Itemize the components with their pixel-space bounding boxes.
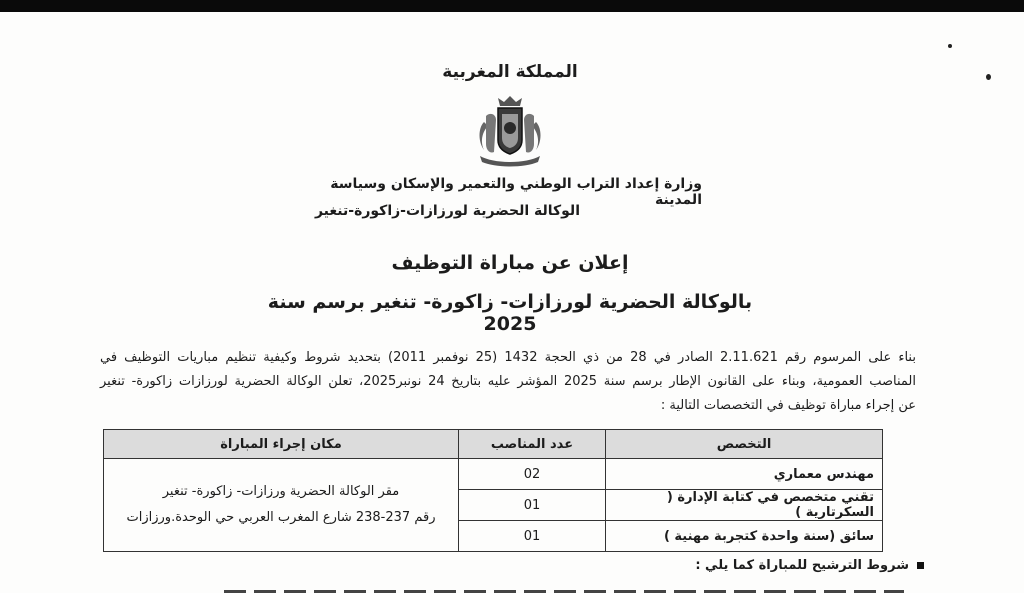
row-positions: 02 [459, 459, 606, 490]
row-positions: 01 [459, 521, 606, 552]
ministry-name: وزارة إعداد التراب الوطني والتعمير والإسكان وسياسة المدينة [330, 176, 702, 208]
truncated-text-line [224, 584, 904, 593]
positions-table [103, 429, 883, 552]
header-location: مكان إجراء المباراة [104, 430, 459, 459]
bullet-icon [917, 562, 924, 569]
row-specialty: مهندس معماري [606, 459, 883, 490]
row-positions: 01 [459, 490, 606, 521]
header-positions: عدد المناصب [459, 430, 606, 459]
table-header-row [104, 430, 883, 459]
row-specialty: تقني متخصص في كتابة الإدارة ( السكرتارية ) [606, 490, 883, 521]
row-specialty: سائق (سنة واحدة كتجربة مهنية ) [606, 521, 883, 552]
royal-coat-of-arms-icon [470, 92, 550, 170]
screen-top-bar [0, 0, 1024, 12]
announcement-title: إعلان عن مباراة التوظيف [391, 252, 629, 274]
conditions-heading [695, 558, 924, 573]
intro-paragraph [100, 346, 916, 418]
row-location [104, 459, 459, 552]
table-row [104, 459, 883, 490]
kingdom-heading: المملكة المغربية [442, 62, 578, 82]
intro-line: بناء على المرسوم رقم 2.11.621 الصادر في 28 من ذي الحجة 1432 (25 نوفمبر 2011) بتحديد شروط وكيفية تنظيم مباريات التوظيف في [100, 350, 916, 365]
announcement-subtitle: بالوكالة الحضرية لورزازات- زاكورة- تنغير برسم سنة 2025 [267, 291, 753, 335]
location-line: مقر الوكالة الحضرية ورزازات- زاكورة- تنغير [162, 484, 400, 499]
location-line: رقم 237-238 شارع المغرب العربي حي الوحدة.ورزازات [126, 510, 436, 525]
scan-speck [948, 44, 952, 48]
conditions-label: شروط الترشيح للمباراة كما يلي : [695, 558, 909, 573]
header-specialty: التخصص [606, 430, 883, 459]
intro-line: عن إجراء مباراة توظيف في التخصصات التالية : [660, 398, 916, 413]
agency-name: الوكالة الحضرية لورزازات-زاكورة-تنغير [314, 203, 580, 219]
intro-line: المناصب العمومية، وبناء على القانون الإطار برسم سنة 2025 المؤشر عليه بتاريخ 24 نونبر2025، تعلن الوكالة الحضرية لورزازات زاكورة- تنغير [100, 374, 916, 389]
scan-speck [986, 74, 991, 80]
